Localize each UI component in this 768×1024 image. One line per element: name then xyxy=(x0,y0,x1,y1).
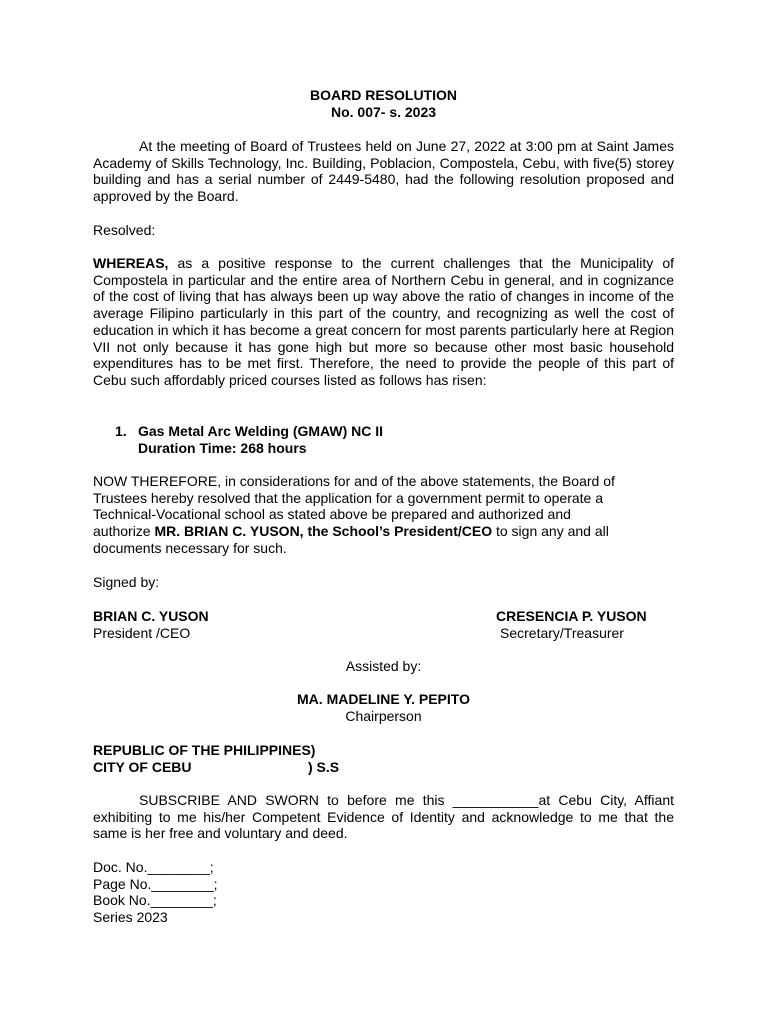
course-number: 1. xyxy=(115,423,127,439)
resolution-number: No. 007- s. 2023 xyxy=(330,103,437,120)
now-therefore-line: Trustees hereby resolved that the application for a government permit to operate a xyxy=(93,489,603,506)
series-year: Series 2023 xyxy=(93,909,168,926)
signatory-name: CRESENCIA P. YUSON xyxy=(496,608,647,624)
signed-by-label: Signed by: xyxy=(93,574,160,590)
whereas-paragraph xyxy=(93,255,674,389)
whereas-text: as a positive response to the current challenges that the Municipality of Compostela in particular and the entire area of Northern Cebu in general, and in cognizance of the cost of living that has always been up way above the ratio of changes in income of the average Filipino particularly in this part of the country, and recognizing as well the cost of education in which it has become a great concern for most parents particularly here at Region VII not only because it has gone high but more so because other most basic household expenditures has to be met first. Therefore, the need to provide the people of this part of Cebu such affordably priced courses listed as follows has risen: xyxy=(93,255,674,388)
venue-block xyxy=(93,742,674,775)
assisting-officer-name: MA. MADELINE Y. PEPITO xyxy=(297,691,470,707)
signatory-title: President /CEO xyxy=(93,624,191,641)
now-therefore-line: NOW THEREFORE, in considerations for and of the above statements, the Board of xyxy=(93,473,615,489)
authorized-person: MR. BRIAN C. YUSON, the School’s President/CEO xyxy=(154,523,493,540)
now-therefore-line xyxy=(93,523,674,540)
course-list-item xyxy=(115,423,384,456)
resolved-label: Resolved: xyxy=(93,222,156,238)
signatory-right xyxy=(496,608,647,641)
whereas-lead: WHEREAS, xyxy=(93,255,169,271)
page-number: Page No.________; xyxy=(93,875,218,892)
assisting-officer-title: Chairperson xyxy=(345,707,422,724)
authorize-text: authorize xyxy=(93,523,155,540)
resolution-title: BOARD RESOLUTION xyxy=(310,87,457,103)
now-therefore-paragraph xyxy=(93,473,674,557)
now-therefore-line: documents necessary for such. xyxy=(93,539,287,556)
now-therefore-line: Technical-Vocational school as stated above be prepared and authorized and xyxy=(93,506,571,523)
venue-city-line xyxy=(93,759,674,776)
intro-paragraph: At the meeting of Board of Trustees held on June 27, 2022 at 3:00 pm at Saint James Academy of Skills Technology, Inc. Building, Poblacion, Compostela, Cebu, with five(5) storey building and has a serial number of 2449-5480, had the following resolution proposed and approved by the Board. xyxy=(93,138,674,205)
venue-city: CITY OF CEBU xyxy=(93,758,192,775)
signatory-title: Secretary/Treasurer xyxy=(500,624,624,641)
venue-country: REPUBLIC OF THE PHILIPPINES) xyxy=(93,742,316,758)
venue-ss: ) S.S xyxy=(308,758,340,775)
course-duration: Duration Time: 268 hours xyxy=(138,439,307,456)
jurat-paragraph: SUBSCRIBE AND SWORN to before me this ___________at Cebu City, Affiant exhibiting to me his/her Competent Evidence of Identity and acknowledge to me that the same is her free and voluntary and deed. xyxy=(93,792,674,842)
authorize-text-end: to sign any and all xyxy=(492,523,609,540)
assisting-officer xyxy=(93,691,674,724)
course-name: Gas Metal Arc Welding (GMAW) NC II xyxy=(138,423,384,439)
notarial-details xyxy=(93,859,674,926)
resolution-header xyxy=(93,87,674,120)
assisted-by-label: Assisted by: xyxy=(345,658,422,674)
signatory-name: BRIAN C. YUSON xyxy=(93,608,209,624)
doc-number: Doc. No.________; xyxy=(93,859,214,875)
book-number: Book No.________; xyxy=(93,892,217,909)
signatory-left xyxy=(93,608,209,641)
